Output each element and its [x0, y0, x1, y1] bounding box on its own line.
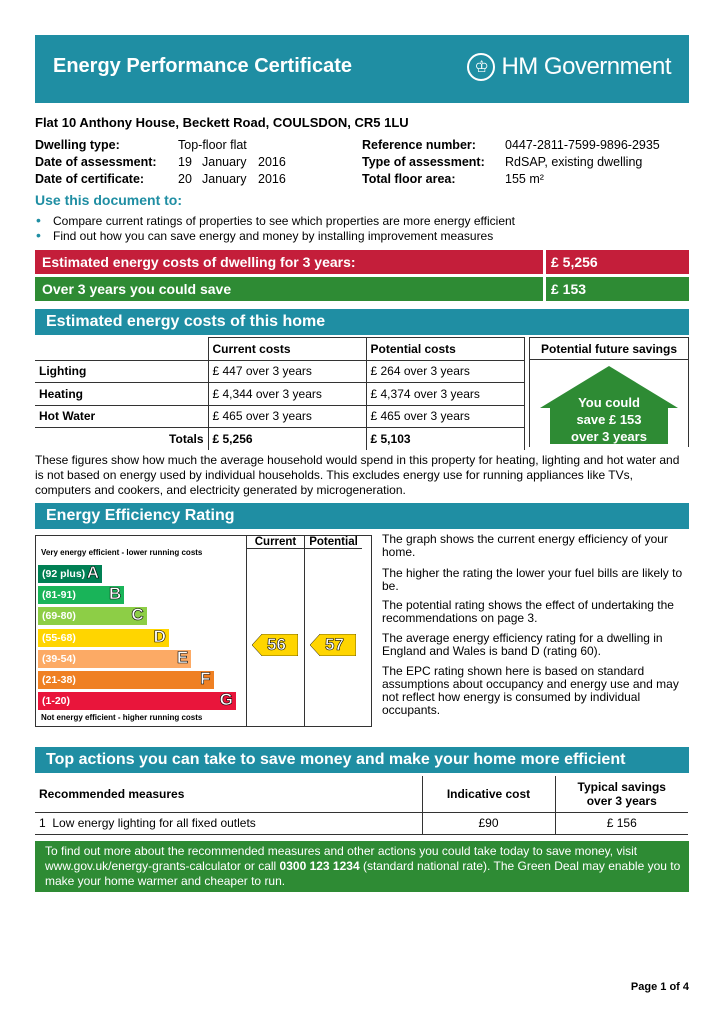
- certificate-header: [35, 35, 689, 103]
- measures-header: Recommended measures: [35, 776, 422, 812]
- dwelling-type-value: Top-floor flat: [178, 138, 247, 152]
- band-letter: A: [86, 563, 99, 582]
- use-bullet: • Compare current ratings of properties to see which properties are more energy efficient: [36, 212, 516, 228]
- band-letter: D: [153, 626, 166, 646]
- rating-paragraph: The EPC rating shown here is based on standard assumptions about occupancy and energy use and may not reflect how energy is consumed by individual occupants.: [382, 664, 679, 717]
- reference-label: Reference number:: [362, 138, 476, 152]
- figures-explanation: These figures show how much the average household would spend in this property for heating, lighting and hot water and is not based on energy used by individual households. This excludes energy use for running appliances like TVs, computers and cookers, and electricity generated by microgeneration.: [35, 453, 680, 497]
- current-costs-header: Current costs: [208, 338, 366, 361]
- band-letter: F: [200, 669, 211, 688]
- totals-row: Totals £ 5,256 £ 5,103: [35, 428, 524, 451]
- rating-section-header: Energy Efficiency Rating: [35, 503, 689, 529]
- current-rating-arrow: [252, 634, 298, 656]
- use-document-title: Use this document to:: [35, 192, 183, 208]
- table-row: 1 Low energy lighting for all fixed outlets £90 £ 156: [35, 812, 688, 834]
- potential-rating-value: 57: [325, 635, 344, 654]
- rating-band-b: [38, 586, 124, 604]
- floor-area-label: Total floor area:: [362, 172, 456, 186]
- estimated-costs-bar: [35, 250, 689, 274]
- actions-section-header: Top actions you can take to save money and make your home more efficient: [35, 747, 689, 773]
- phone-number: 0300 123 1234: [279, 859, 360, 873]
- rating-band-c: [38, 607, 147, 625]
- actions-table: [35, 776, 688, 835]
- assessment-month: January: [202, 155, 247, 169]
- band-range: (81-91): [42, 589, 76, 602]
- table-header-row: [35, 338, 524, 361]
- rating-paragraph: The graph shows the current energy efficiency of your home.: [382, 532, 668, 559]
- table-row: Hot Water £ 465 over 3 years £ 465 over 3 years: [35, 405, 524, 428]
- table-row: Heating £ 4,344 over 3 years £ 4,374 over 3 years: [35, 383, 524, 406]
- rating-band-e: [38, 647, 191, 668]
- band-letter: G: [219, 690, 233, 710]
- estimated-costs-value: £ 5,256: [551, 254, 598, 270]
- assessment-day: 19: [178, 155, 192, 169]
- potential-rating-arrow: [310, 634, 356, 656]
- table-row: Lighting £ 447 over 3 years £ 264 over 3 years: [35, 360, 524, 383]
- inefficient-note: Not energy efficient - higher running costs: [41, 713, 203, 722]
- costs-table: [35, 337, 525, 450]
- assessment-type-label: Type of assessment:: [362, 155, 485, 169]
- grants-link[interactable]: www.gov.uk/energy-grants-calculator or call: [45, 859, 280, 873]
- could-save-value: £ 153: [551, 281, 587, 297]
- future-savings-header: Potential future savings: [529, 337, 689, 360]
- band-range: (92 plus): [42, 568, 86, 580]
- rating-paragraph: The potential rating shows the effect of undertaking the recommendations on page 3.: [382, 598, 674, 625]
- savings-house-text: You could save £ 153 over 3 years: [571, 395, 647, 444]
- royal-crest-icon: ♔: [467, 53, 495, 81]
- could-save-label: Over 3 years you could save: [42, 281, 232, 297]
- dwelling-type-label: Dwelling type:: [35, 138, 120, 152]
- hm-government-logo: [467, 53, 671, 81]
- bullet-icon: •: [36, 212, 41, 228]
- band-letter: B: [109, 584, 122, 604]
- could-save-bar: [35, 277, 689, 301]
- band-letter: E: [176, 647, 189, 667]
- assessment-type-value: RdSAP, existing dwelling: [505, 155, 643, 169]
- page-title: Energy Performance Certificate: [53, 55, 353, 77]
- floor-area-value: 155 m²: [505, 172, 544, 186]
- band-range: (39-54): [42, 652, 76, 665]
- cost-header: Indicative cost: [422, 776, 555, 812]
- efficient-note: Very energy efficient - lower running costs: [41, 548, 203, 557]
- rating-band-f: [38, 671, 214, 689]
- current-rating-value: 56: [267, 635, 286, 654]
- reference-value: 0447-2811-7599-9896-2935: [505, 138, 660, 152]
- bullet-icon: •: [36, 227, 41, 243]
- assessment-year: 2016: [258, 155, 286, 169]
- use-bullet: • Find out how you can save energy and money by installing improvement measures: [36, 227, 494, 243]
- property-address: Flat 10 Anthony House, Beckett Road, COULSDON, CR5 1LU: [35, 115, 409, 130]
- band-range: (21-38): [42, 674, 76, 686]
- savings-house-icon: [540, 366, 678, 444]
- certificate-date-label: Date of certificate:: [35, 172, 145, 186]
- rating-band-d: [38, 626, 169, 647]
- potential-column-header: Potential: [305, 535, 362, 549]
- costs-section-header: Estimated energy costs of this home: [35, 309, 689, 335]
- band-range: (69-80): [42, 610, 76, 623]
- government-label: HM Government: [501, 53, 671, 80]
- band-range: (1-20): [42, 695, 71, 708]
- certificate-year: 2016: [258, 172, 286, 186]
- rating-band-a: [38, 565, 102, 583]
- estimated-costs-label: Estimated energy costs of dwelling for 3 years:: [42, 254, 356, 270]
- band-range: (55-68): [42, 631, 76, 644]
- rating-paragraph: The higher the rating the lower your fuel bills are likely to be.: [382, 566, 683, 593]
- potential-costs-header: Potential costs: [366, 338, 524, 361]
- table-header-row: [35, 776, 688, 812]
- assessment-date-label: Date of assessment:: [35, 155, 157, 169]
- find-out-more-box: To find out more about the recommended measures and other actions you could take today to save money, visit www.gov.uk/energy-grants-calculator or call 0300 123 1234 (standard national rate). The Green Deal may enable you to make your home warmer and cheaper to run.: [35, 841, 689, 892]
- savings-header: Typical savings over 3 years: [555, 776, 688, 812]
- page-number: Page 1 of 4: [630, 981, 689, 993]
- rating-band-g: [38, 692, 236, 710]
- certificate-day: 20: [178, 172, 192, 186]
- band-letter: C: [131, 605, 144, 625]
- certificate-month: January: [202, 172, 247, 186]
- current-column-header: Current: [247, 535, 304, 549]
- rating-paragraph: The average energy efficiency rating for a dwelling in England and Wales is band D (rating 60).: [382, 631, 663, 658]
